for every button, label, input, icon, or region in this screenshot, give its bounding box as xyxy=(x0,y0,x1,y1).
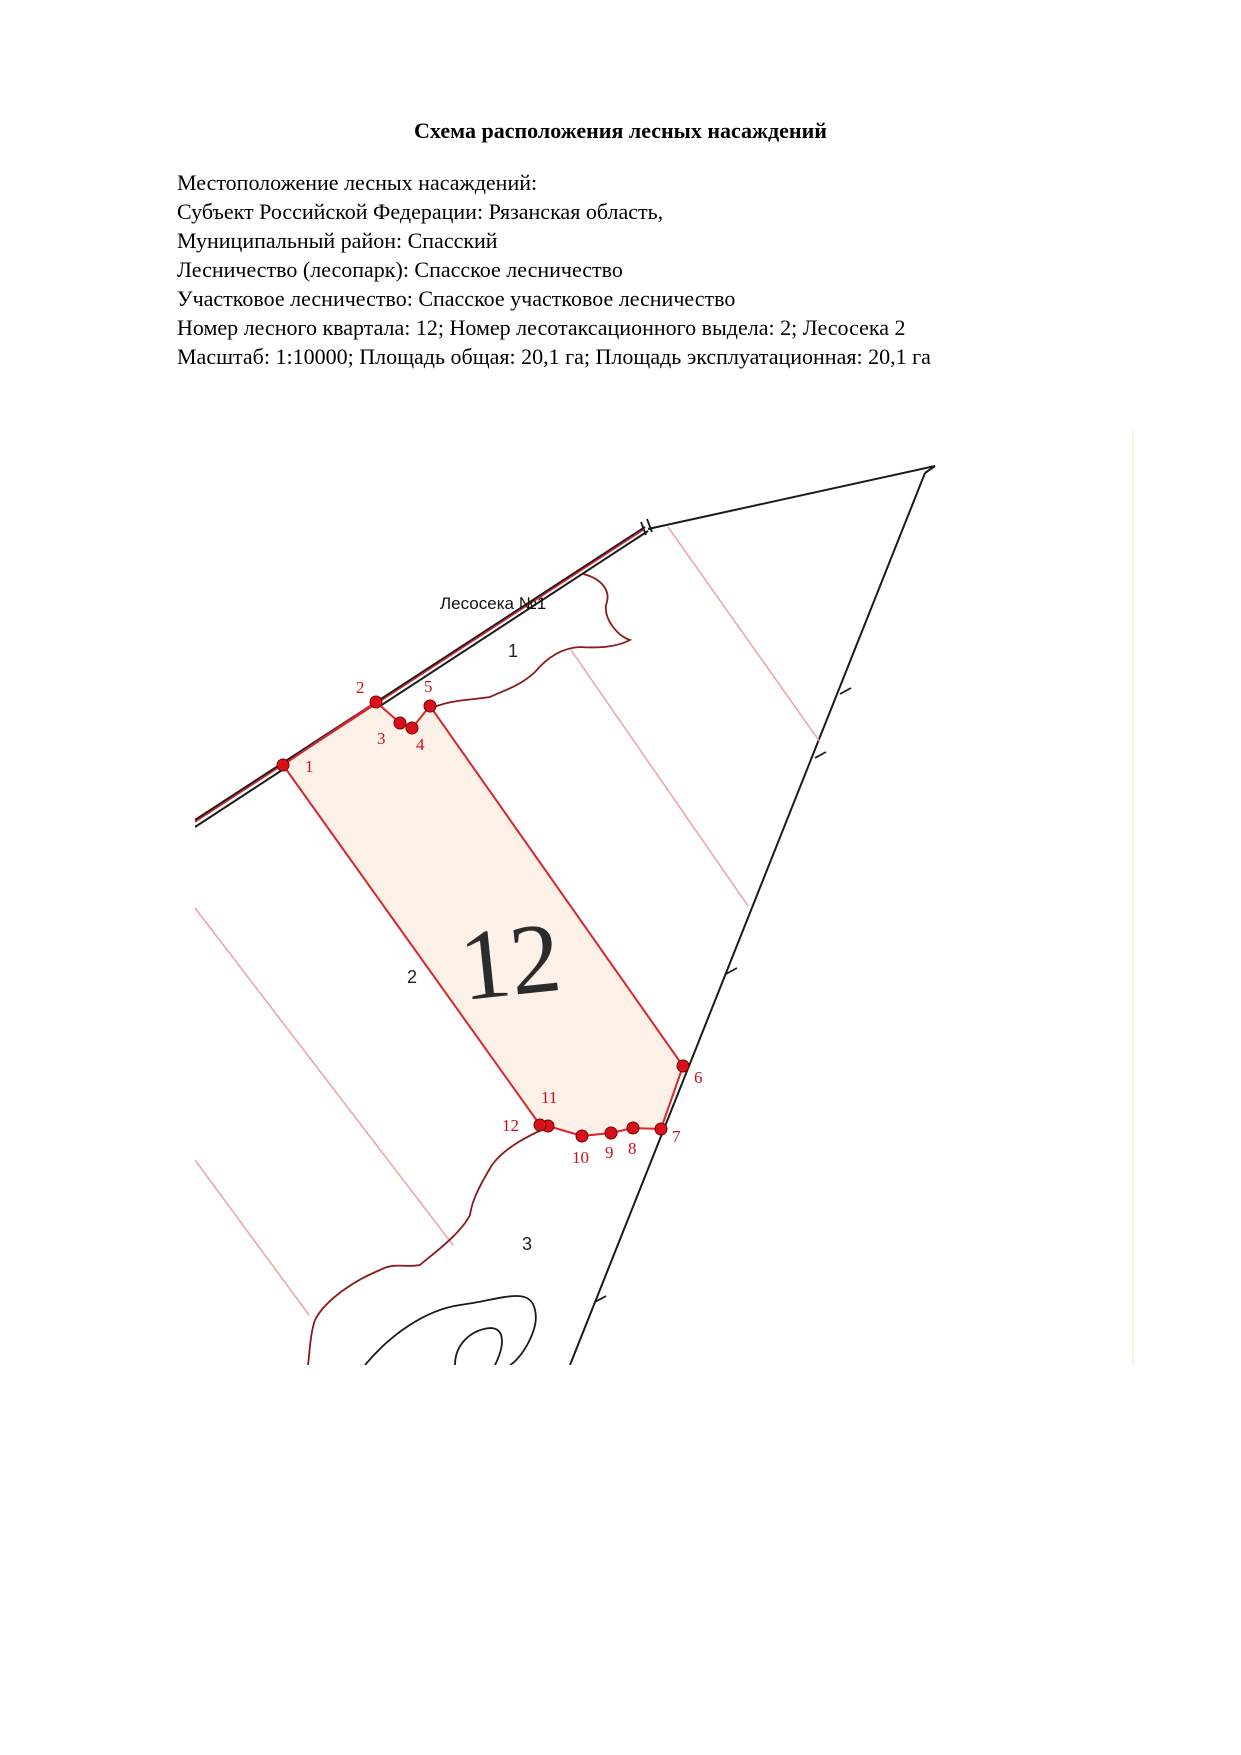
terrain-contour xyxy=(365,1296,536,1365)
point-label-9: 9 xyxy=(605,1143,614,1162)
cutting-area-1-label: Лесосека №1 xyxy=(440,594,547,613)
point-label-2: 2 xyxy=(356,678,365,697)
info-line-forestry: Лесничество (лесопарк): Спасское лесничество xyxy=(177,257,623,282)
quarter-number: 12 xyxy=(454,901,566,1022)
survey-point-9 xyxy=(605,1127,617,1139)
point-label-8: 8 xyxy=(628,1139,637,1158)
info-line-region: Субъект Российской Федерации: Рязанская область, xyxy=(177,199,664,224)
point-label-10: 10 xyxy=(572,1148,589,1167)
info-line-district: Муниципальный район: Спасский xyxy=(177,228,498,253)
point-label-5: 5 xyxy=(424,677,433,696)
survey-point-7 xyxy=(655,1123,667,1135)
page-title: Схема расположения лесных насаждений xyxy=(414,118,827,143)
info-line-location: Местоположение лесных насаждений: xyxy=(177,170,538,195)
point-label-1: 1 xyxy=(305,757,314,776)
point-label-4: 4 xyxy=(416,735,425,754)
vydel-label-3: 3 xyxy=(522,1234,533,1254)
survey-point-5 xyxy=(424,700,436,712)
point-label-3: 3 xyxy=(377,729,386,748)
survey-point-2 xyxy=(370,696,382,708)
info-line-quarter: Номер лесного квартала: 12; Номер лесотаксационного выдела: 2; Лесосека 2 xyxy=(177,315,906,340)
survey-point-4 xyxy=(406,722,418,734)
location-info xyxy=(177,168,931,371)
point-label-6: 6 xyxy=(694,1068,703,1087)
point-label-12: 12 xyxy=(502,1116,519,1135)
survey-point-12 xyxy=(534,1119,546,1131)
info-line-subforestry: Участковое лесничество: Спасское участковое лесничество xyxy=(177,286,736,311)
survey-point-1 xyxy=(277,759,289,771)
point-label-7: 7 xyxy=(672,1127,681,1146)
info-line-scale-area: Масштаб: 1:10000; Площадь общая: 20,1 га; Площадь эксплуатационная: 20,1 га xyxy=(177,344,931,369)
survey-point-10 xyxy=(576,1130,588,1142)
survey-point-6 xyxy=(677,1060,689,1072)
survey-point-8 xyxy=(627,1122,639,1134)
vydel-label-1: 1 xyxy=(508,641,519,661)
point-label-11: 11 xyxy=(541,1088,558,1107)
forest-plot-map xyxy=(195,430,1135,1365)
boundary-ticks xyxy=(595,519,851,1302)
survey-point-3 xyxy=(394,717,406,729)
vydel-label-2: 2 xyxy=(407,967,418,987)
